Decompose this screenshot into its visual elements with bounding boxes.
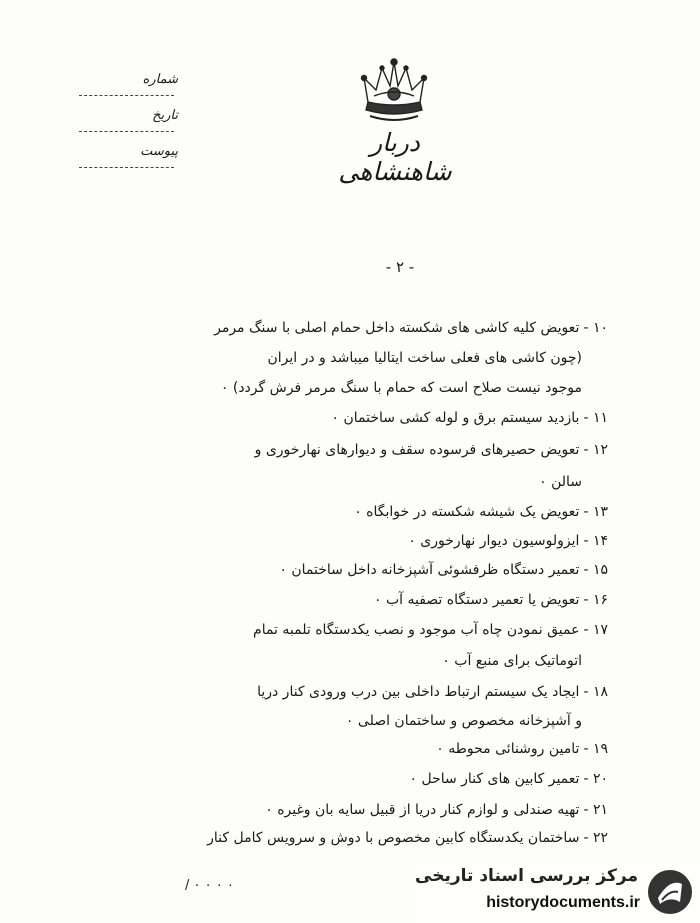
item-number: ۲۱ - [583,802,608,818]
list-item [255,442,608,458]
date-label: تاریخ [152,108,178,123]
item-number: ۱۹ - [583,741,608,757]
watermark-title: مرکز بررسی اسناد تاریخی [415,866,638,886]
list-item-continuation [539,474,582,490]
date-field [58,108,178,138]
item-number: ۱۷ - [583,622,608,638]
archive-logo-icon [646,868,694,916]
item-number: ۱۱ - [583,410,608,426]
item-text: بازدید سیستم برق و لوله کشی ساختمان ۰ [331,410,580,426]
list-item [214,320,608,336]
item-number: ۱۴ - [583,533,608,549]
list-item [436,741,608,757]
list-item [207,830,608,846]
attachment-value [79,166,174,168]
list-item [409,771,608,787]
item-number: ۱۵ - [583,562,608,578]
number-label: شماره [142,72,178,87]
attachment-field [58,144,178,174]
item-text: تامین روشنائی محوطه ۰ [436,741,580,757]
item-text: ایزولوسیون دیوار نهارخوری ۰ [408,533,580,549]
item-text: تهیه صندلی و لوازم کنار دریا از قبیل سایه بان وغیره ۰ [265,802,580,818]
item-number: ۲۰ - [583,771,608,787]
item-text: (چون کاشی های فعلی ساخت ایتالیا میباشد و در ایران [267,350,582,366]
list-item [332,410,609,426]
letterhead-title: دربار شاهنشاهی [338,128,452,186]
item-number: ۱۰ - [583,320,608,336]
item-text: تعویض یک شیشه شکسته در خوابگاه ۰ [354,504,580,520]
item-number: ۱۸ - [583,684,608,700]
item-text: تعویض حصیرهای فرسوده سقف و دیوارهای نهارخوری و [254,442,580,458]
watermark-url[interactable]: historydocuments.ir [486,894,640,911]
item-number: ۱۶ - [583,592,608,608]
list-item [374,592,608,608]
number-field [58,72,178,102]
list-item-continuation [221,380,582,396]
number-value [79,94,174,96]
footer-code: / ۰ ۰ ۰ ۰ [185,878,234,893]
date-value [79,130,174,132]
list-item [257,684,608,700]
item-text: سالن ۰ [539,474,582,490]
item-text: موجود نیست صلاح است که حمام با سنگ مرمر فرش گردد) ۰ [220,380,582,396]
watermark [414,860,700,923]
item-text: و آشپزخانه مخصوص و ساختمان اصلی ۰ [345,713,582,729]
item-number: ۱۲ - [583,442,608,458]
attachment-label: پیوست [140,144,178,159]
list-item [354,504,608,520]
list-item [253,622,608,638]
item-text: ساختمان یکدستگاه کابین مخصوص با دوش و سرویس کامل کنار [207,830,580,846]
item-text: تعمیر کابین های کنار ساحل ۰ [409,771,580,787]
item-text: تعویض یا تعمیر دستگاه تصفیه آب ۰ [373,592,580,608]
list-item [408,533,608,549]
item-text: ایجاد یک سیستم ارتباط داخلی بین درب ورودی کنار دریا [257,684,580,700]
list-item-continuation [267,350,582,366]
item-text: تعمیر دستگاه ظرفشوئی آشپزخانه داخل ساختمان ۰ [279,562,580,578]
item-number: ۱۳ - [583,504,608,520]
page-number: - ۲ - [385,258,415,276]
item-text: عمیق نمودن چاه آب موجود و نصب یکدستگاه تلمبه تمام [253,622,580,638]
item-number: ۲۲ - [583,830,608,846]
item-text: اتوماتیک برای منبع آب ۰ [442,653,582,669]
list-item [279,562,608,578]
item-text: تعویض کلیه کاشی های شکسته داخل حمام اصلی با سنگ مرمر [214,320,580,336]
list-item-continuation [442,653,582,669]
crown-icon [356,58,432,124]
list-item-continuation [346,713,582,729]
list-item [265,802,608,818]
